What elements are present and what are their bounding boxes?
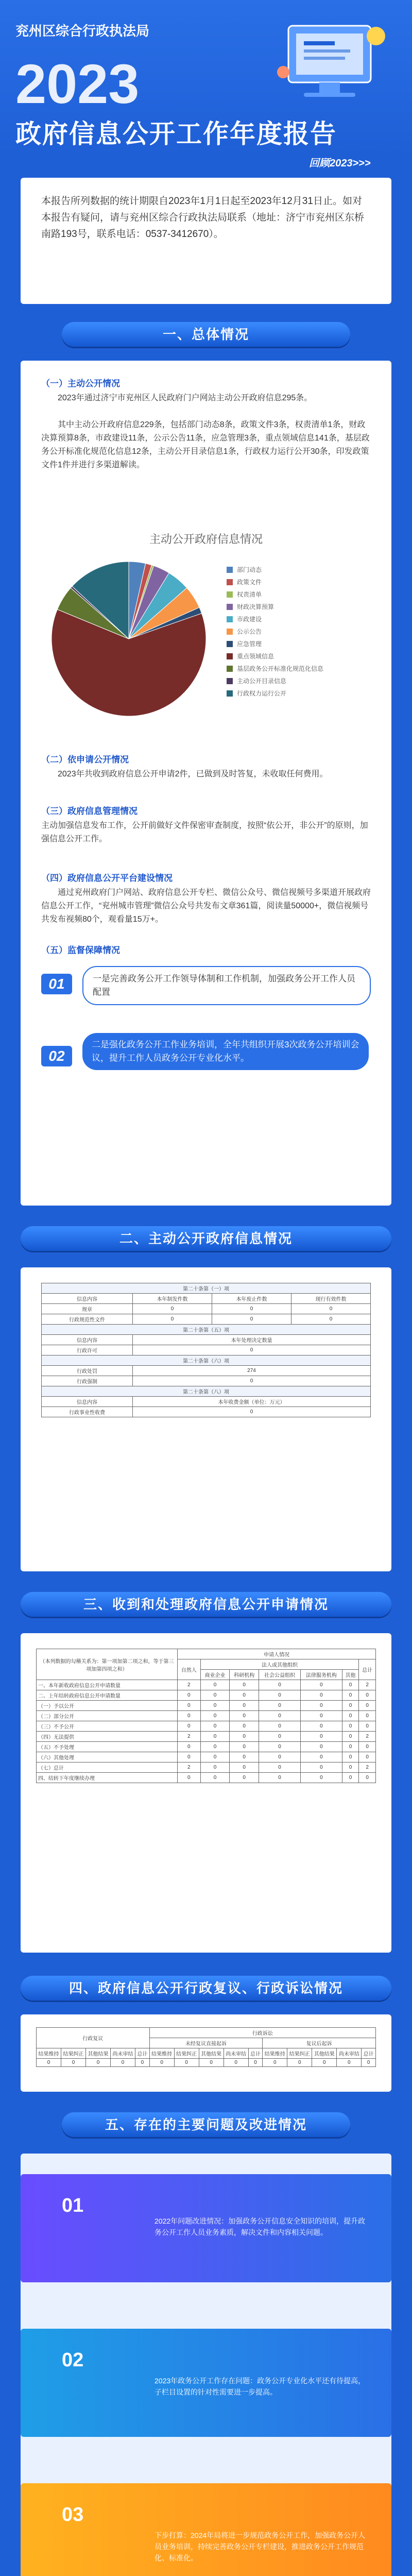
table4-val: 0	[149, 2059, 174, 2067]
table4-val: 0	[37, 2059, 61, 2067]
section-title-applications: 三、收到和处理政府信息公开申请情况	[21, 1592, 391, 1617]
table3-cell: 0	[300, 1752, 342, 1762]
table3-cell: 0	[177, 1742, 200, 1752]
table3-cell: 0	[342, 1762, 359, 1773]
table3-sub-1: 科研机构	[230, 1670, 259, 1680]
legend-label-1: 政策文件	[237, 579, 262, 586]
table3-sub-4: 其他	[342, 1670, 359, 1680]
legend-label-4: 市政建设	[237, 616, 262, 623]
table3-row	[37, 1711, 376, 1721]
table4-val: 0	[287, 2059, 312, 2067]
problems-card	[21, 2154, 391, 2576]
report-year: 2023	[15, 53, 140, 115]
table4-col: 其他结果	[312, 2048, 337, 2059]
table3-row-label: （一）予以公开	[37, 1701, 178, 1711]
table3-cell: 0	[359, 1773, 376, 1783]
legend-swatch-0	[227, 567, 233, 573]
table4-col: 结果纠正	[174, 2048, 199, 2059]
table3-cell: 0	[300, 1732, 342, 1742]
table3-cell: 0	[359, 1742, 376, 1752]
legend-swatch-5	[227, 629, 233, 635]
table3-cell: 0	[359, 1701, 376, 1711]
table3-cell: 0	[230, 1742, 259, 1752]
table3-cell: 0	[230, 1721, 259, 1732]
table2-card	[21, 1267, 391, 1571]
table3-row-label: （六）其他处理	[37, 1752, 178, 1762]
table3-cell: 0	[200, 1701, 230, 1711]
legend-swatch-4	[227, 616, 233, 622]
overview-p5: 通过兖州政府门户网站、政府信息公开专栏、微信公众号、微信视频号多渠道开展政府信息公开工作，“兖州城市管理”微信公众号共发布文章361篇，阅读量50000+，微信视频号共发布视频80个，观看量15万+。	[41, 888, 371, 924]
table4-g2b: 复议后起诉	[263, 2038, 376, 2048]
pie-chart	[41, 531, 371, 737]
table3-cell: 0	[300, 1762, 342, 1773]
table3-cell: 0	[300, 1680, 342, 1690]
overview-h4: （四）政府信息公开平台建设情况	[41, 873, 173, 883]
table3-cell: 0	[259, 1711, 301, 1721]
overview-h3: （三）政府信息管理情况	[41, 806, 138, 816]
item1-number: 01	[41, 974, 72, 994]
section-title-review-litigation: 四、政府信息公开行政复议、行政诉讼情况	[21, 1976, 391, 2001]
table2-group2: 第二十条第（五）项	[42, 1325, 371, 1335]
table3-cell: 2	[359, 1762, 376, 1773]
table3-row-label: （五）不予处理	[37, 1742, 178, 1752]
table3-cell: 0	[230, 1732, 259, 1742]
intro-card	[21, 178, 391, 304]
table3-cell: 0	[300, 1721, 342, 1732]
table3-cell: 0	[177, 1752, 200, 1762]
table4-col: 其他结果	[199, 2048, 224, 2059]
table3-row-label: （七）总计	[37, 1762, 178, 1773]
table3-row	[37, 1721, 376, 1732]
table4-val: 0	[199, 2059, 224, 2067]
table3-cell: 2	[177, 1762, 200, 1773]
table3-cell: 0	[200, 1711, 230, 1721]
table3-cell: 0	[230, 1680, 259, 1690]
table3-card	[21, 1633, 391, 1953]
table4-g2a: 未经复议直接起诉	[149, 2038, 263, 2048]
table2-r2-0: 行政规范性文件	[42, 1314, 133, 1325]
legend-swatch-3	[227, 604, 233, 610]
table3-cell: 0	[300, 1711, 342, 1721]
agency-name: 兖州区综合行政执法局	[15, 23, 150, 39]
table2-head-3: 现行有效件数	[291, 1294, 370, 1304]
table2-r4-1: 274	[132, 1366, 370, 1376]
table3-cell: 0	[230, 1701, 259, 1711]
table2-r5-1: 0	[132, 1376, 370, 1386]
legend-swatch-2	[227, 591, 233, 598]
table2-r2-3: 0	[291, 1314, 370, 1325]
table3-col-legal: 法人或其他组织	[200, 1659, 359, 1670]
table3-cell: 0	[300, 1690, 342, 1701]
table2-r4-0: 行政处罚	[42, 1366, 133, 1376]
table2-r6-0: 行政事业性收费	[42, 1407, 133, 1417]
table3-row-label: 二、上年结转政府信息公开申请数量	[37, 1690, 178, 1701]
table3-cell: 0	[300, 1773, 342, 1783]
legend-label-5: 公示公告	[237, 628, 262, 635]
overview-p2: 其中主动公开政府信息229条，包括部门动态8条，政策文件3条，权责清单1条，财政决算预算8条，市政建设11条，公示公告11条，应急管理3条，重点领域信息141条，基层政务公开标准化规范化信息12条，主动公开目录信息1条，行政权力运行公开30条，印发政策文件1件并进行多渠道解读。	[41, 420, 370, 469]
table3-label-left: （本列数据的勾稽关系为：第一项加第二项之和，等于第三项加第四项之和）	[37, 1649, 178, 1680]
legend-swatch-9	[227, 678, 233, 684]
table3-row-label: （四）无法提供	[37, 1732, 178, 1742]
table3-cell: 0	[259, 1680, 301, 1690]
table2-head2-0: 信息内容	[42, 1335, 133, 1345]
table4-col: 尚未审结	[111, 2048, 135, 2059]
table3-row-label: （三）不予公开	[37, 1721, 178, 1732]
table3-cell: 0	[342, 1711, 359, 1721]
table2-group3: 第二十条第（六）项	[42, 1355, 371, 1366]
table3-cell: 0	[259, 1773, 301, 1783]
table3-cell: 0	[230, 1752, 259, 1762]
table3-cell: 2	[177, 1680, 200, 1690]
table3-cell: 0	[342, 1721, 359, 1732]
problem2-number: 02	[62, 2349, 84, 2371]
item1-pill: 一是完善政务公开工作领导体制和工作机制，加强政务公开工作人员配置	[82, 966, 371, 1005]
table3-cell: 0	[359, 1711, 376, 1721]
table4-val: 0	[86, 2059, 111, 2067]
table3-row-label: 四、结转下年度继续办理	[37, 1773, 178, 1783]
table3-cell: 0	[259, 1721, 301, 1732]
table2-head3-0: 信息内容	[42, 1397, 133, 1407]
table3-cell: 0	[259, 1690, 301, 1701]
table3-cell: 0	[200, 1752, 230, 1762]
table3-cell: 0	[230, 1773, 259, 1783]
table3-cell: 0	[177, 1690, 200, 1701]
table3-cell: 0	[359, 1721, 376, 1732]
table3-row	[37, 1762, 376, 1773]
table3-cell: 0	[259, 1742, 301, 1752]
table3-cell: 0	[259, 1762, 301, 1773]
table2-head2-1: 本年处理决定数量	[132, 1335, 370, 1345]
table2-head-2: 本年废止件数	[212, 1294, 291, 1304]
legend-label-2: 权责清单	[237, 591, 262, 598]
table4-col: 结果维持	[37, 2048, 61, 2059]
table3-cell: 0	[200, 1732, 230, 1742]
table3-cell: 0	[200, 1680, 230, 1690]
table3-cell: 0	[259, 1752, 301, 1762]
problem1-text: 2022年问题改进情况：加强政务公开信息安全知识的培训，提升政务公开工作人员业务素质，解决文件和内容相关问题。	[154, 2217, 366, 2236]
table3-cell: 0	[259, 1701, 301, 1711]
table4-col: 结果维持	[149, 2048, 174, 2059]
table3-cell: 0	[342, 1732, 359, 1742]
table2-head3-1: 本年收费金额（单位：万元）	[132, 1397, 370, 1407]
table3-cell: 0	[177, 1773, 200, 1783]
table3-row	[37, 1773, 376, 1783]
legend-swatch-10	[227, 690, 233, 697]
table3-cell: 0	[342, 1701, 359, 1711]
table4-col: 尚未审结	[337, 2048, 362, 2059]
header-tag: 回顾2023>>>	[309, 158, 371, 169]
table3-cell: 0	[300, 1742, 342, 1752]
table3-cell: 0	[342, 1690, 359, 1701]
table4-val: 0	[263, 2059, 287, 2067]
table3-row-label: 一、本年新收政府信息公开申请数量	[37, 1680, 178, 1690]
overview-p3: 2023年共收到政府信息公开申请2件，已做到及时答复，未收取任何费用。	[58, 770, 328, 778]
legend-swatch-1	[227, 579, 233, 585]
table3-sub-0: 商业企业	[200, 1670, 230, 1680]
table2-group1: 第二十条第（一）项	[42, 1283, 371, 1294]
table3-cell: 2	[359, 1732, 376, 1742]
table3-sub-3: 法律服务机构	[300, 1670, 342, 1680]
table2-r3-1: 0	[132, 1345, 370, 1355]
problem2-text: 2023年政务公开工作存在问题：政务公开专业化水平还有待提高，子栏目设置的针对性需要进一步提高。	[154, 2377, 366, 2396]
table3-title: 申请人情况	[177, 1649, 375, 1659]
item2-number: 02	[41, 1046, 72, 1066]
section-title-overview: 一、总体情况	[62, 322, 350, 347]
overview-h1: （一）主动公开情况	[41, 379, 120, 388]
legend-label-7: 重点领域信息	[237, 653, 274, 660]
overview-p4: 主动加强信息发布工作，公开前做好文件保密审查制度，按照“依公开，非公开”的原则，加强信息公开工作。	[41, 821, 368, 843]
table3-cell: 0	[259, 1732, 301, 1742]
table3-cell: 0	[177, 1721, 200, 1732]
page-title: 政府信息公开工作年度报告	[15, 120, 337, 148]
table3-row	[37, 1690, 376, 1701]
legend-label-0: 部门动态	[237, 566, 262, 573]
table3-row	[37, 1680, 376, 1690]
table3-cell: 0	[200, 1690, 230, 1701]
legend-swatch-6	[227, 641, 233, 647]
section-title-active-disclosure: 二、主动公开政府信息情况	[21, 1226, 391, 1251]
table3-cell: 0	[342, 1680, 359, 1690]
table3-cell: 0	[359, 1752, 376, 1762]
table4-val: 0	[224, 2059, 248, 2067]
table4-col: 尚未审结	[224, 2048, 248, 2059]
table2-r3-0: 行政许可	[42, 1345, 133, 1355]
table4-val: 0	[248, 2059, 263, 2067]
problem3-text: 下步打算：2024年局将进一步规范政务公开工作，加强政务公开人员业务培训，持续完善政务公开专栏建设，推进政务公开工作规范化、标准化。	[154, 2531, 366, 2562]
overview-h5: （五）监督保障情况	[41, 945, 120, 955]
table2-r2-2: 0	[212, 1314, 291, 1325]
table3-cell: 2	[359, 1680, 376, 1690]
chart-title: 主动公开政府信息情况	[149, 533, 263, 546]
table4-col: 结果纠正	[287, 2048, 312, 2059]
table3-cell: 0	[177, 1701, 200, 1711]
table4-g1: 行政复议	[37, 2028, 150, 2048]
table2-r5-0: 行政强制	[42, 1376, 133, 1386]
table4-card	[21, 2014, 391, 2092]
table3-row	[37, 1752, 376, 1762]
table3-cell: 0	[300, 1701, 342, 1711]
table3-cell: 0	[200, 1742, 230, 1752]
item2-pill: 二是强化政务公开工作业务培训，全年共组织开展3次政务公开培训会议，提升工作人员政务公开专业化水平。	[82, 1033, 369, 1070]
table3-cell: 0	[342, 1773, 359, 1783]
table3-row-label: （二）部分公开	[37, 1711, 178, 1721]
table2-head-1: 本年制发件数	[132, 1294, 212, 1304]
table4-col: 结果纠正	[61, 2048, 86, 2059]
table3-cell: 0	[230, 1690, 259, 1701]
table3-col-nat: 自然人	[177, 1659, 200, 1680]
table3-cell: 0	[342, 1752, 359, 1762]
table3-col-total: 总计	[359, 1659, 376, 1680]
table3-cell: 0	[200, 1762, 230, 1773]
table3-cell: 0	[342, 1742, 359, 1752]
table3-sub-2: 社会公益组织	[259, 1670, 301, 1680]
table2	[41, 1283, 371, 1417]
table4-val: 0	[135, 2059, 150, 2067]
table4-col: 结果维持	[263, 2048, 287, 2059]
table2-group4: 第二十条第（八）项	[42, 1386, 371, 1397]
table3-row	[37, 1701, 376, 1711]
table2-r1-1: 0	[132, 1304, 212, 1314]
overview-card	[21, 361, 391, 1206]
table3-cell: 2	[177, 1732, 200, 1742]
table3	[36, 1649, 376, 1783]
computer-illustration	[268, 15, 391, 103]
table2-r2-1: 0	[132, 1314, 212, 1325]
legend-label-8: 基层政务公开标准化规范化信息	[237, 665, 324, 672]
table4-col: 总计	[248, 2048, 263, 2059]
table3-cell: 0	[200, 1773, 230, 1783]
intro-text: 本报告所列数据的统计期限自2023年1月1日起至2023年12月31日止。如对本报告有疑问，请与兖州区综合行政执法局联系（地址：济宁市兖州区东桥南路193号，联系电话：0537-3412670）。	[41, 196, 365, 240]
problem3-number: 03	[62, 2504, 84, 2526]
legend-label-6: 应急管理	[237, 640, 262, 648]
overview-p1: 2023年通过济宁市兖州区人民政府门户网站主动公开政府信息295条。	[58, 394, 313, 402]
legend-label-9: 主动公开目录信息	[237, 677, 287, 685]
table4-col: 总计	[362, 2048, 376, 2059]
table4-val: 0	[111, 2059, 135, 2067]
overview-h2: （二）依申请公开情况	[41, 755, 129, 765]
table4	[36, 2027, 376, 2067]
table3-cell: 0	[230, 1711, 259, 1721]
table4-col: 其他结果	[86, 2048, 111, 2059]
table4-g2: 行政诉讼	[149, 2028, 375, 2038]
table3-cell: 0	[177, 1711, 200, 1721]
table4-val: 0	[61, 2059, 86, 2067]
table2-head-0: 信息内容	[42, 1294, 133, 1304]
table2-r1-3: 0	[291, 1304, 370, 1314]
table2-r1-2: 0	[212, 1304, 291, 1314]
legend-label-10: 行政权力运行公开	[237, 690, 287, 697]
table4-val: 0	[174, 2059, 199, 2067]
table4-val: 0	[362, 2059, 376, 2067]
table4-col: 总计	[135, 2048, 150, 2059]
table3-cell: 0	[230, 1762, 259, 1773]
table4-val: 0	[312, 2059, 337, 2067]
legend-label-3: 财政决算预算	[237, 603, 274, 611]
legend-swatch-7	[227, 653, 233, 659]
section-title-problems: 五、存在的主要问题及改进情况	[62, 2112, 350, 2137]
table2-r6-1: 0	[132, 1407, 370, 1417]
problem1-number: 01	[62, 2195, 84, 2216]
table4-val: 0	[337, 2059, 362, 2067]
table3-row	[37, 1742, 376, 1752]
pie-svg	[41, 551, 371, 737]
table3-cell: 0	[200, 1721, 230, 1732]
table3-cell: 0	[359, 1690, 376, 1701]
legend-swatch-8	[227, 666, 233, 672]
table3-row	[37, 1732, 376, 1742]
table2-r1-0: 规章	[42, 1304, 133, 1314]
